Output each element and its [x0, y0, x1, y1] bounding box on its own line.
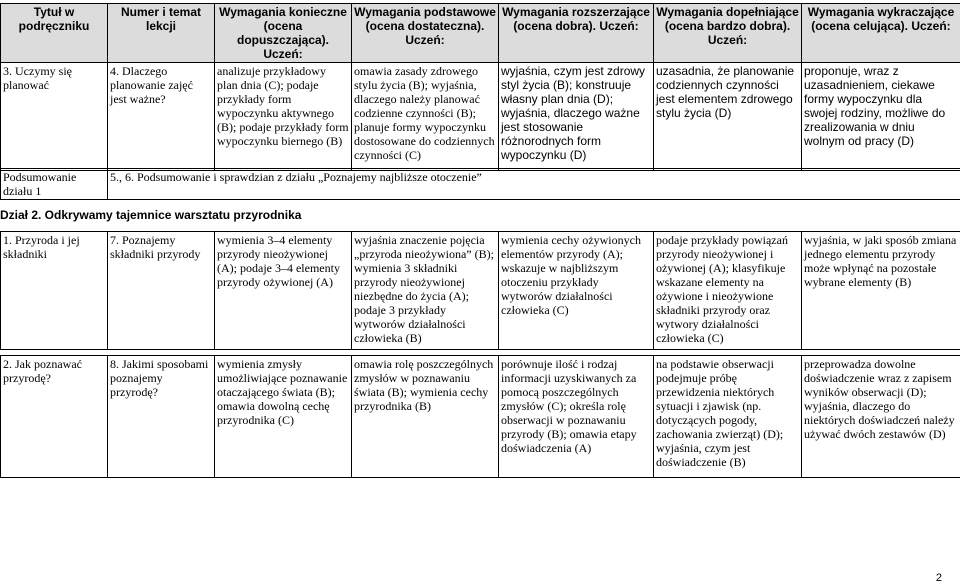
page-number: 2	[935, 572, 942, 584]
header-lesson: Numer i temat lekcji	[108, 4, 215, 63]
cell-basic: wyjaśnia znaczenie pojęcia „przyroda nieożywiona” (B); wymienia 3 składniki przyrody nieożywionej niezbędne do życia (A); podaje 3 przykłady wytworów działalności człowieka (B)	[352, 232, 499, 350]
header-complementary: Wymagania dopełniające (ocena bardzo dobra). Uczeń:	[654, 4, 802, 63]
cell-required: wymienia 3–4 elementy przyrody nieożywionej (A); podaje 3–4 elementy przyrody ożywionej (A)	[215, 232, 352, 350]
header-basic: Wymagania podstawowe (ocena dostateczna). Uczeń:	[352, 4, 499, 63]
cell-extended: porównuje ilość i rodzaj informacji uzyskiwanych za pomocą poszczególnych zmysłów (C); określa rolę obserwacji w poznawaniu przyrody (B); omawia etapy doświadczenia (A)	[499, 356, 654, 478]
cell-basic: omawia rolę poszczególnych zmysłów w poznawaniu świata (B); wymienia cechy przyrodnika (B)	[352, 356, 499, 478]
cell-lesson: 4. Dlaczego planowanie zajęć jest ważne?	[108, 63, 215, 171]
cell-complementary: na podstawie obserwacji podejmuje próbę przewidzenia niektórych sytuacji i zjawisk (np. dotyczących pogody, zachowania zwierząt) (D); wyjaśnia, czym jest doświadczenie (B)	[654, 356, 802, 478]
header-row	[1, 4, 960, 63]
table-row	[1, 63, 960, 171]
cell-lesson: 7. Poznajemy składniki przyrody	[108, 232, 215, 350]
header-title: Tytuł w podręczniku	[1, 4, 108, 63]
cell-title: 3. Uczymy się planować	[1, 63, 108, 171]
requirements-table-section1	[0, 3, 960, 171]
cell-exceeding: proponuje, wraz z uzasadnieniem, ciekawe formy wypoczynku dla swojej rodziny, możliwe do zrealizowania w dniu wolnym od pracy (D)	[802, 63, 960, 171]
header-exceeding: Wymagania wykraczające (ocena celująca). Uczeń:	[802, 4, 960, 63]
section-title: Dział 2. Odkrywamy tajemnice warsztatu przyrodnika	[0, 208, 302, 222]
cell-title: 1. Przyroda i jej składniki	[1, 232, 108, 350]
cell-extended: wymienia cechy ożywionych elementów przyrody (A); wskazuje w najbliższym otoczeniu przykłady wytworów działalności człowieka (C)	[499, 232, 654, 350]
summary-text: 5., 6. Podsumowanie i sprawdzian z działu „Poznajemy najbliższe otoczenie”	[108, 169, 960, 200]
requirements-table-section2-row1	[0, 231, 960, 350]
table-row	[1, 232, 960, 350]
cell-required: analizuje przykładowy plan dnia (C); podaje przykłady form wypoczynku aktywnego (B); podaje przykłady form wypoczynku biernego (B)	[215, 63, 352, 171]
header-required: Wymagania konieczne (ocena dopuszczająca). Uczeń:	[215, 4, 352, 63]
requirements-table-section2-row2	[0, 355, 960, 478]
cell-complementary: uzasadnia, że planowanie codziennych czynności jest elementem zdrowego stylu życia (D)	[654, 63, 802, 171]
cell-extended: wyjaśnia, czym jest zdrowy styl życia (B); konstruuje własny plan dnia (D); wyjaśnia, dlaczego ważne jest stosowanie różnorodnych form wypoczynku (D)	[499, 63, 654, 171]
summary-row	[1, 169, 960, 200]
cell-exceeding: przeprowadza dowolne doświadczenie wraz z zapisem wyników obserwacji (D); wyjaśnia, dlaczego do niektórych doświadczeń należy używać dwóch zestawów (D)	[802, 356, 960, 478]
cell-title: 2. Jak poznawać przyrodę?	[1, 356, 108, 478]
cell-complementary: podaje przykłady powiązań przyrody nieożywionej i ożywionej (A); klasyfikuje wskazane elementy na ożywione i nieożywione składniki przyrody oraz wytwory działalności człowieka (C)	[654, 232, 802, 350]
header-extended: Wymagania rozszerzające (ocena dobra). Uczeń:	[499, 4, 654, 63]
cell-lesson: 8. Jakimi sposobami poznajemy przyrodę?	[108, 356, 215, 478]
summary-table	[0, 168, 960, 200]
cell-basic: omawia zasady zdrowego stylu życia (B); wyjaśnia, dlaczego należy planować codzienne czynności (B); planuje formy wypoczynku dostosowane do codziennych czynności (C)	[352, 63, 499, 171]
summary-label: Podsumowanie działu 1	[1, 169, 108, 200]
cell-required: wymienia zmysły umożliwiające poznawanie otaczającego świata (B); omawia dowolną cechę przyrodnika (C)	[215, 356, 352, 478]
table-row	[1, 356, 960, 478]
cell-exceeding: wyjaśnia, w jaki sposób zmiana jednego elementu przyrody może wpłynąć na pozostałe wybrane elementy (B)	[802, 232, 960, 350]
